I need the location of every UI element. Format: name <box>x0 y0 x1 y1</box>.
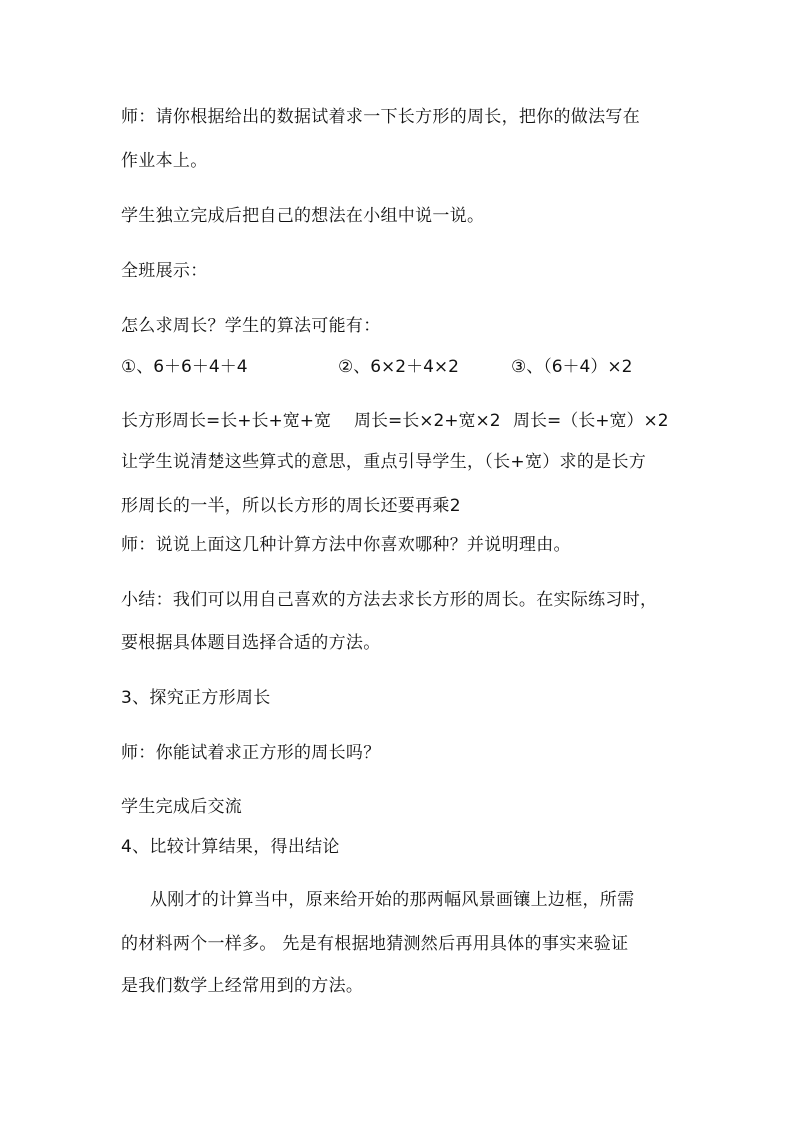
method-3: ③、（6＋4）×2 <box>511 357 633 377</box>
paragraph-teacher-question: 师：说说上面这几种计算方法中你喜欢哪种？并说明理由。 <box>121 535 571 555</box>
formula-3: 周长=（长+宽）×2 <box>513 411 669 431</box>
paragraph-explain-line2: 形周长的一半，所以长方形的周长还要再乘2 <box>121 496 461 516</box>
paragraph-teacher-instruction-line2: 作业本上。 <box>121 151 208 171</box>
paragraph-how-perimeter: 怎么求周长？学生的算法可能有： <box>121 316 381 336</box>
paragraph-conclusion-line1: 从刚才的计算当中，原来给开始的那两幅风景画镶上边框，所需 <box>150 890 635 910</box>
paragraph-class-show: 全班展示： <box>121 261 208 281</box>
paragraph-student-discussion: 学生独立完成后把自己的想法在小组中说一说。 <box>121 206 485 226</box>
paragraph-explain-line1: 让学生说清楚这些算式的意思，重点引导学生，（长+宽）求的是长方 <box>121 452 647 472</box>
paragraph-conclusion-line3: 是我们数学上经常用到的方法。 <box>121 976 364 996</box>
paragraph-teacher-instruction-line1: 师：请你根据给出的数据试着求一下长方形的周长，把你的做法写在 <box>121 107 640 127</box>
paragraph-summary-line1: 小结：我们可以用自己喜欢的方法去求长方形的周长。在实际练习时， <box>121 590 658 610</box>
paragraph-summary-line2: 要根据具体题目选择合适的方法。 <box>121 633 381 653</box>
method-1: ①、6＋6＋4＋4 <box>121 357 248 377</box>
section-heading-square: 3、探究正方形周长 <box>121 688 271 708</box>
formula-2: 周长=长×2+宽×2 <box>354 411 501 431</box>
formula-1: 长方形周长=长+长+宽+宽 <box>121 411 331 431</box>
paragraph-conclusion-line2: 的材料两个一样多。 先是有根据地猜测然后再用具体的事实来验证 <box>121 934 629 954</box>
paragraph-teacher-square: 师：你能试着求正方形的周长吗？ <box>121 743 381 763</box>
paragraph-student-exchange: 学生完成后交流 <box>121 797 243 817</box>
method-2: ②、6×2＋4×2 <box>338 357 459 377</box>
section-heading-compare: 4、比较计算结果，得出结论 <box>121 837 340 857</box>
